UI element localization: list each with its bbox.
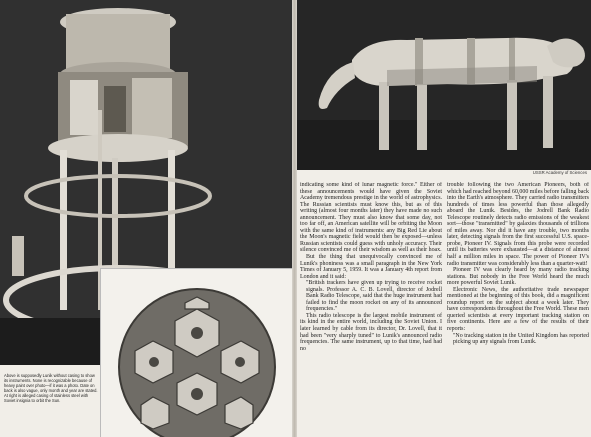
paragraph: indicating some kind of lunar magnetic force." Either of these announcements would have given the Soviet Academy tremendous prestige in the world of astrophysics. The Russian scientists must know this, but as of this writing (almost four months later) they have made no such announcement. They must also know that some day, not too far off, an American satellite will be orbiting the Moon with the same kind of instruments: any Big Red Lie about the Moon's magnetic field would then be exposed—unless Russian scientists could guess with unholy accuracy. Their silence convinced me of their wisdom as well as their hoax. xyxy=(300,182,442,254)
text-column-2 xyxy=(447,182,589,437)
paragraph: This radio telescope is the largest mobile instrument of its kind in the entire world, including the Soviet Union. I later learned by cable from its director, Dr. Lovell, that it had been "very sharply tuned" to Lunik's announced radio frequencies. The same instrument, up to that time, had had no xyxy=(300,312,442,352)
paragraph: Electronic News, the authoritative trade newspaper mentioned at the beginning of this book, did a magnificent roundup report on the subject about a week later. They have correspondents throughout the Free World. These men queried scientists at every important tracking station on five continents. Here are a few of the results of their reports: xyxy=(447,286,589,333)
photo-credit: USSR Academy of Sciences xyxy=(532,170,587,175)
paragraph: But the thing that unequivocally convinced me of Lunik's phoniness was a small paragraph in the New York Times of January 5, 1959. It was a January 4th report from London and it said: xyxy=(300,254,442,280)
sphere-casing-photo xyxy=(100,268,292,437)
right-page xyxy=(297,0,591,437)
left-page xyxy=(0,0,292,437)
paragraph: trouble following the two American Pioneers, both of which had reached beyond 60,000 miles before falling back into the Earth's atmosphere. They carried radio transmitters hundreds of times less powerful than those allegedly aboard the Lunik. Besides, the Jodrell Bank Radio Telescope routinely detects radio emissions of the weakest sort—those "transmitted" by galaxies thousands of trillions of miles away. Nor did it have any trouble, two months later, detecting signals from the first successful U.S. space-probe, Pioneer IV. Signals from this probe were recorded until its batteries were exhausted—at a distance of almost half a million miles in space. The power of Pioneer IV's radio transmitter was considerably less than a quarter-watt! xyxy=(447,182,589,267)
text-column-1 xyxy=(300,182,442,437)
space-dog-photo xyxy=(297,0,591,170)
photo-caption: Above is supposedly Lunik without casing to show its instruments. None is recognizable because of heavy paint over photo—if it was a photo. Date on back is also vague, only month and year are stated. At right is alleged casing of stainless steel with Soviet insignia to orbit the Sun. xyxy=(4,373,98,404)
paragraph: Pioneer IV was clearly heard by many radio tracking stations. But nobody in the Free World heard the much more powerful Soviet Lunik. xyxy=(447,267,589,287)
quotation: "British trackers have given up trying to receive rocket signals. Professor A. C. B. Lovell, director of Jodrell Bank Radio Telescope, said that the huge instrument had failed to find the moon rocket on any of its announced frequencies." xyxy=(306,280,442,313)
quotation: "No tracking station in the United Kingdom has reported picking up any signals from Lunik. xyxy=(453,332,589,346)
